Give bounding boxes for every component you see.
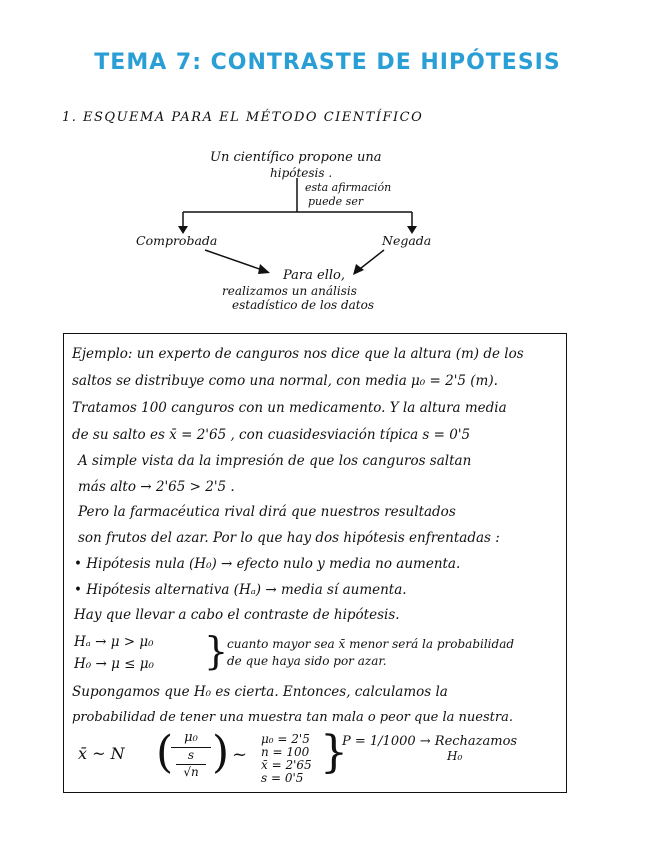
probability-line: probabilidad de tener una muestra tan mala o peor que la nuestra. xyxy=(72,710,513,725)
example-line-1: Ejemplo: un experto de canguros nos dice que la altura (m) de los xyxy=(72,346,524,362)
example-line-5: A simple vista da la impresión de que los canguros saltan xyxy=(78,453,472,469)
formula-tilde: ~ xyxy=(232,744,248,765)
example-line-2: saltos se distribuye como una normal, con media μ₀ = 2'5 (m). xyxy=(72,373,498,389)
example-line-11: Hay que llevar a cabo el contraste de hipótesis. xyxy=(74,607,400,623)
brace-line-1: cuanto mayor sea x̄ menor será la probabilidad xyxy=(227,637,515,651)
result-h0: H₀ xyxy=(447,749,463,763)
example-box xyxy=(63,333,567,793)
brace-line-2: de que haya sido por azar. xyxy=(227,654,387,668)
formula-left: x̄ ~ N xyxy=(78,744,125,763)
value-s: s = 0'5 xyxy=(261,771,304,785)
example-line-3: Tratamos 100 canguros con un medicamento. Y la altura media xyxy=(72,400,507,416)
left-diagonal-head xyxy=(258,264,270,274)
hypothesis-brace: } xyxy=(204,629,229,673)
value-xbar: x̄ = 2'65 xyxy=(261,758,312,772)
section-heading: 1. ESQUEMA PARA EL MÉTODO CIENTÍFICO xyxy=(62,110,424,125)
example-line-8: son frutos del azar. Por lo que hay dos hipótesis enfrentadas : xyxy=(78,530,500,546)
diagram-top-line1: Un científico propone una xyxy=(210,150,382,165)
example-line-7: Pero la farmacéutica rival dirá que nuestros resultados xyxy=(78,504,456,520)
diagram-left-label: Comprobada xyxy=(136,233,218,248)
values-brace: } xyxy=(320,727,348,778)
formula-s: s xyxy=(187,748,195,762)
value-n: n = 100 xyxy=(261,745,310,759)
formula-mu: μ₀ xyxy=(184,730,198,745)
example-line-10: • Hipótesis alternativa (Hₐ) → media sí aumenta. xyxy=(74,582,407,598)
alt-hypothesis: Hₐ → μ > μ₀ xyxy=(74,634,154,650)
formula-sqrt: √n xyxy=(183,765,199,779)
diagram-note-line2: puede ser xyxy=(308,195,364,208)
result-line: P = 1/1000 → Rechazamos xyxy=(342,734,518,749)
left-diagonal xyxy=(205,250,268,272)
diagram-bottom-line2: realizamos un análisis xyxy=(222,284,357,298)
suppose-line: Supongamos que H₀ es cierta. Entonces, calculamos la xyxy=(72,684,448,700)
diagram-note-line1: esta afirmación xyxy=(305,181,392,194)
diagram-bottom-line1: Para ello, xyxy=(283,268,345,283)
null-hypothesis: H₀ → μ ≤ μ₀ xyxy=(74,656,154,672)
diagram-bottom-line3: estadístico de los datos xyxy=(232,298,375,312)
page-title: TEMA 7: CONTRASTE DE HIPÓTESIS xyxy=(94,50,561,75)
example-line-6: más alto → 2'65 > 2'5 . xyxy=(78,479,235,495)
formula-close-paren: ) xyxy=(212,727,230,778)
example-line-4: de su salto es x̄ = 2'65 , con cuasidesviación típica s = 0'5 xyxy=(72,427,471,443)
formula-open-paren: ( xyxy=(156,727,174,778)
right-diagonal-head xyxy=(353,264,364,275)
diagram-right-label: Negada xyxy=(382,233,432,248)
diagram-top-line2: hipótesis . xyxy=(270,166,333,180)
value-mu: μ₀ = 2'5 xyxy=(261,732,310,746)
example-line-9: • Hipótesis nula (H₀) → efecto nulo y media no aumenta. xyxy=(74,556,461,572)
